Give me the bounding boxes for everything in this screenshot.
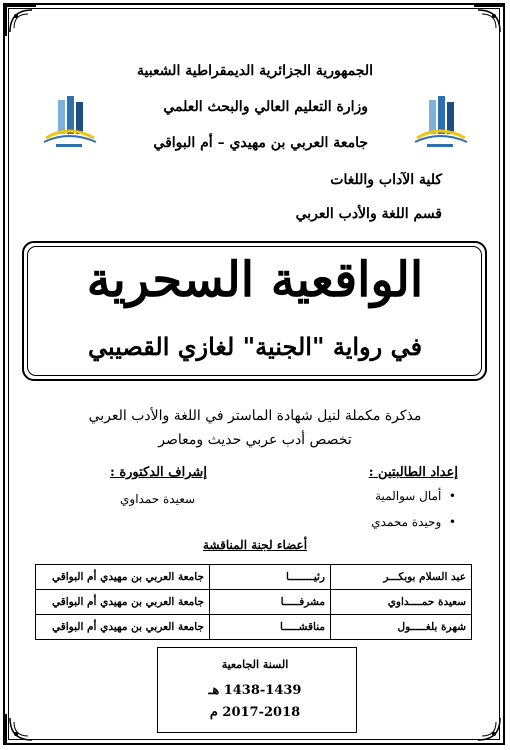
member-role: رئيــــــــا [210,565,331,590]
committee-row [36,590,472,615]
member-role: مشرفـــــا [210,590,331,615]
academic-year-gregorian: 2017-2018 م [209,705,301,720]
committee-table [35,564,472,640]
memo-specialty: تخصص أدب عربي حديث ومعاصر [158,432,352,448]
committee-label: أعضاء لجنة المناقشة [202,538,308,552]
member-role: مناقشـــــا [210,615,331,640]
committee-row [36,615,472,640]
student-item [375,489,456,503]
corner-ornament-top-right [472,4,506,38]
student-item [371,515,456,529]
member-name: عبد السلام بوبكـــر [331,565,472,590]
students-label: إعداد الطالبتين : [368,465,458,480]
corner-ornament-top-left [4,4,38,38]
header-faculty: كلية الآداب واللغات [330,172,442,188]
student-name: وحيدة محمدي [371,515,442,529]
memo-purpose: مذكرة مكملة لنيل شهادة الماستر في اللغة والأدب العربي [88,408,422,424]
header-ministry: وزارة التعليم العالي والبحث العلمي [163,99,368,115]
bullet-icon: • [448,515,456,529]
header-department: قسم اللغة والأدب العربي [295,206,442,222]
member-university: جامعة العربي بن مهيدي أم البواقي [36,590,210,615]
header-republic: الجمهورية الجزائرية الديمقراطية الشعبية [136,63,373,79]
member-university: جامعة العربي بن مهيدي أم البواقي [36,565,210,590]
bullet-icon: • [448,489,456,503]
university-logo-right [409,94,471,150]
academic-year-label: السنة الجامعية [221,658,289,671]
supervisor-name: سعيدة حمداوي [120,492,196,506]
member-university: جامعة العربي بن مهيدي أم البواقي [36,615,210,640]
university-logo-left [38,94,100,150]
academic-year-hijri: 1438-1439 هـ [208,683,302,698]
supervisor-label: إشراف الدكتورة : [110,465,207,480]
committee-row [36,565,472,590]
header-university: جامعة العربي بن مهيدي – أم البواقي [153,135,368,151]
member-name: سعيدة حمــــداوي [331,590,472,615]
member-name: شهرة بلغـــــول [331,615,472,640]
student-name: أمال سوالمية [375,489,442,503]
thesis-subtitle: في رواية "الجنية" لغازي القصيبي [87,332,423,361]
thesis-title: الواقعية السحرية [86,252,424,308]
